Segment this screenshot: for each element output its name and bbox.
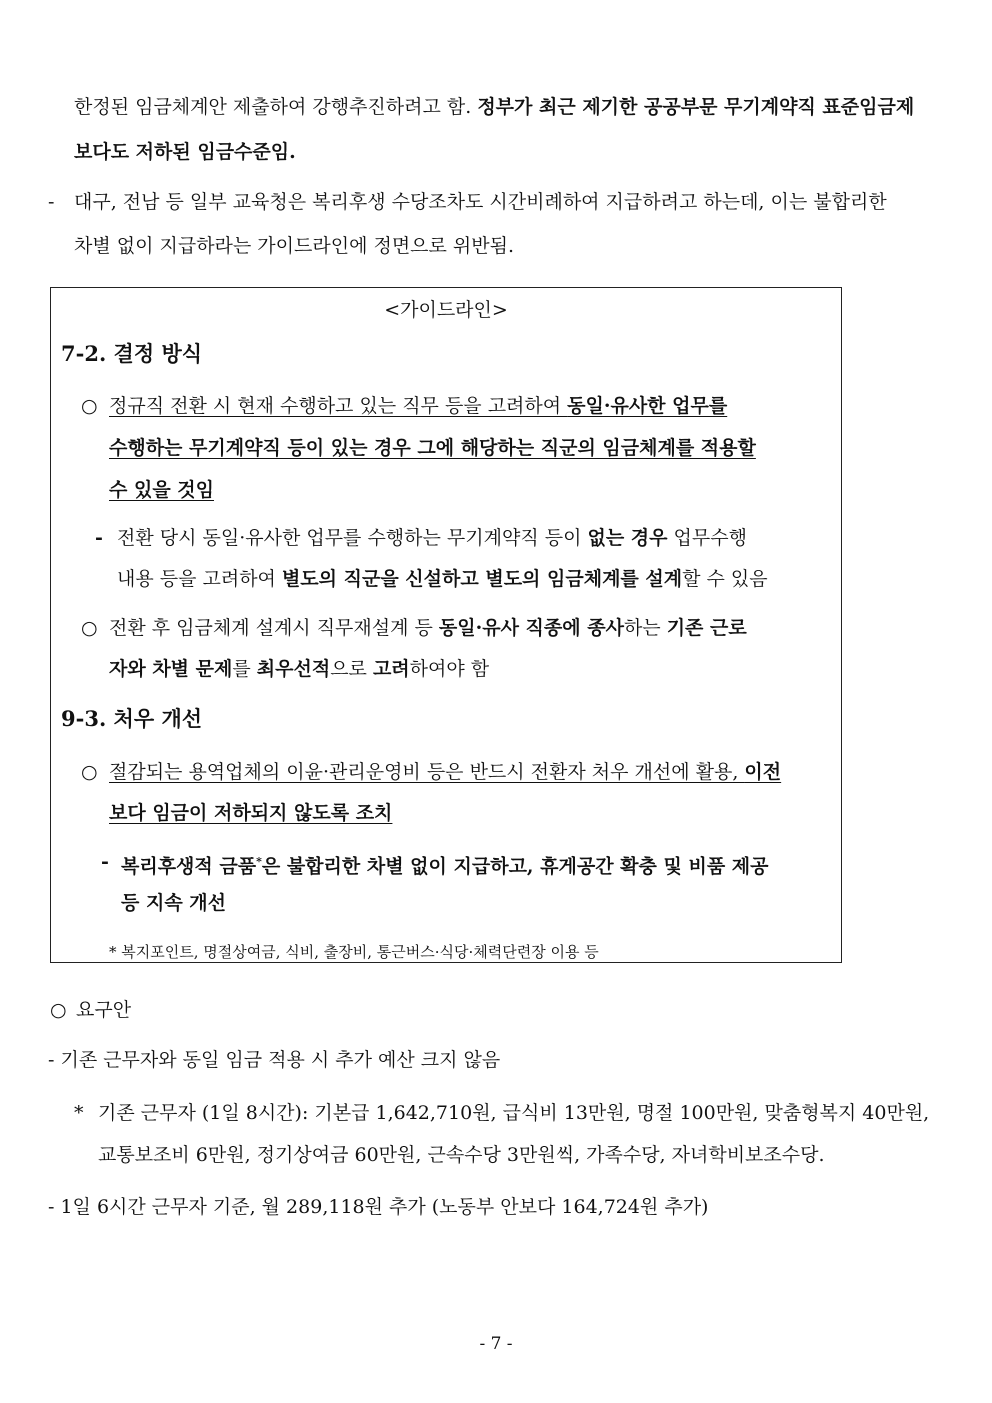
item-text: 하여야 함: [409, 658, 490, 680]
intro-line-1: [74, 95, 914, 119]
demand-note-line-1: 기존 근무자 (1일 8시간): 기본급 1,642,710원, 급식비 13만원, 명절 100만원, 맞춤형복지 40만원,: [98, 1102, 930, 1124]
page-number: - 7 -: [479, 1334, 513, 1354]
dash-bullet-line-1: 대구, 전남 등 일부 교육청은 복리후생 수당조차도 시간비례하여 지급하려고 하는데, 이는 불합리한: [74, 191, 887, 213]
sub-emphasis: 은 불합리한 차별 없이 지급하고, 휴게공간 확충 및 비품 제공: [261, 855, 769, 878]
item-emphasis: 동일·유사한 업무를: [567, 395, 728, 417]
item-7-2b-line-2: [109, 657, 489, 681]
intro-line-2: 보다도 저하된 임금수준임.: [74, 141, 296, 163]
circle-bullet-icon: ○: [81, 395, 98, 417]
item-9-3-line-1: [109, 760, 781, 784]
sub-emphasis: 복리후생적 금품: [121, 855, 257, 878]
item-emphasis: 최우선적: [256, 658, 331, 680]
sub-7-2-line-1: [117, 526, 747, 550]
guideline-title: <가이드라인>: [384, 299, 508, 321]
intro-text: 한정된 임금체계안 제출하여 강행추진하려고 함.: [74, 96, 478, 118]
sub-emphasis: 별도의 직군을 신설하고 별도의 임금체계를 설계: [281, 568, 683, 590]
sub-dash-marker: -: [101, 851, 109, 873]
item-emphasis: 기존 근로: [666, 617, 747, 639]
note-marker: *: [74, 1102, 84, 1124]
circle-bullet-icon: ○: [81, 617, 98, 639]
item-text: 으로: [330, 658, 373, 680]
item-emphasis: 자와 차별 문제: [109, 658, 233, 680]
section-heading-9-3: 9-3. 처우 개선: [61, 706, 203, 731]
sub-7-2-line-2: [117, 567, 768, 591]
demand-dash-2: - 1일 6시간 근무자 기준, 월 289,118원 추가 (노동부 안보다 164,724원 추가): [48, 1196, 709, 1218]
section-heading-7-2: 7-2. 결정 방식: [61, 341, 203, 366]
item-emphasis: 동일·유사 직종에 종사: [438, 617, 624, 639]
sub-text: 전환 당시 동일·유사한 업무를 수행하는 무기계약직 등이: [117, 527, 588, 549]
item-7-2-line-1: [109, 394, 727, 418]
sub-text: 할 수 있음: [682, 568, 768, 590]
item-text: 전환 후 임금체계 설계시 직무재설계 등: [109, 617, 439, 639]
sub-text: 업무수행: [667, 527, 747, 549]
intro-emphasis: 정부가 최근 제기한 공공부문 무기계약직 표준임금제: [477, 96, 915, 118]
item-emphasis: 고려: [372, 658, 410, 680]
sub-9-3-line-2: 등 지속 개선: [121, 892, 226, 914]
item-text: 를: [232, 658, 257, 680]
item-9-3-line-2: 보다 임금이 저하되지 않도록 조치: [109, 802, 393, 824]
guideline-footnote: * 복지포인트, 명절상여금, 식비, 출장비, 통근버스·식당·체력단련장 이용 등: [109, 943, 599, 961]
dash-bullet-line-2: 차별 없이 지급하라는 가이드라인에 정면으로 위반됨.: [74, 235, 515, 257]
demand-dash-1: - 기존 근무자와 동일 임금 적용 시 추가 예산 크지 않음: [48, 1049, 501, 1071]
demand-circle-icon: ○: [50, 999, 67, 1021]
sub-text: 내용 등을 고려하여: [117, 568, 282, 590]
circle-bullet-icon: ○: [81, 761, 98, 783]
sub-emphasis: 없는 경우: [587, 527, 668, 549]
footnote-mark: *: [256, 855, 262, 868]
demand-heading: 요구안: [76, 999, 132, 1021]
item-text: 절감되는 용역업체의 이윤·관리운영비 등은 반드시 전환자 처우 개선에 활용,: [109, 761, 745, 783]
dash-marker: -: [48, 191, 55, 213]
guideline-box: [50, 287, 842, 963]
sub-9-3-line-1: [121, 850, 769, 878]
demand-note-line-2: 교통보조비 6만원, 정기상여금 60만원, 근속수당 3만원씩, 가족수당, 자녀학비보조수당.: [98, 1144, 825, 1166]
item-text: 정규직 전환 시 현재 수행하고 있는 직무 등을 고려하여: [109, 395, 568, 417]
item-7-2-line-2: 수행하는 무기계약직 등이 있는 경우 그에 해당하는 직군의 임금체계를 적용할: [109, 437, 756, 459]
item-emphasis: 이전: [744, 761, 782, 783]
item-text: 하는: [623, 617, 667, 639]
item-7-2-line-3: 수 있을 것임: [109, 479, 214, 501]
sub-dash-marker: -: [95, 527, 103, 549]
item-7-2b-line-1: [109, 616, 747, 640]
